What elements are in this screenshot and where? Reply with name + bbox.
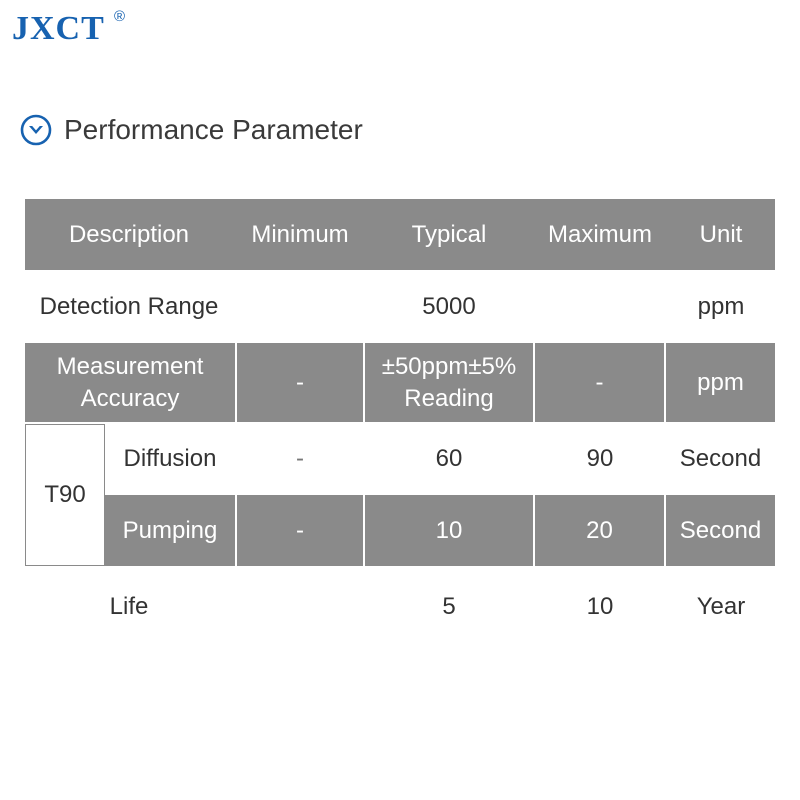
pumping-minimum: - (237, 495, 363, 566)
measurement-accuracy-minimum: - (237, 343, 363, 422)
measurement-accuracy-unit: ppm (666, 343, 775, 422)
diffusion-label: Diffusion (123, 445, 217, 472)
life-label: Life (109, 593, 149, 620)
header-description: Description (25, 199, 233, 270)
diffusion-unit: Second (679, 445, 762, 472)
diffusion-typical: 60 (435, 445, 463, 472)
header-unit: Unit (667, 199, 775, 270)
detection-range-label: Detection Range (39, 292, 219, 320)
t90-label: T90 (25, 424, 105, 566)
measurement-accuracy-typical-line1: ±50ppm±5% (381, 352, 517, 380)
registered-mark: ® (114, 8, 126, 25)
life-maximum: 10 (586, 593, 614, 620)
life-typical: 5 (442, 593, 456, 620)
diffusion-maximum: 90 (586, 445, 614, 472)
diffusion-minimum: - (296, 445, 304, 472)
brand-logo: JXCT (12, 10, 105, 47)
section-title: Performance Parameter (64, 114, 363, 145)
measurement-accuracy-label-line2: Accuracy (80, 384, 180, 412)
measurement-accuracy-maximum: - (535, 343, 664, 422)
section-heading (20, 110, 363, 150)
header-typical: Typical (365, 199, 533, 270)
chevron-down-circle-icon (20, 114, 52, 146)
detection-range-unit: ppm (697, 292, 745, 320)
measurement-accuracy-label (25, 343, 235, 422)
measurement-accuracy-label-line1: Measurement (56, 352, 204, 380)
pumping-maximum: 20 (535, 495, 664, 566)
life-unit: Year (696, 593, 746, 620)
pumping-label: Pumping (105, 495, 235, 566)
detection-range-typical: 5000 (422, 292, 476, 320)
pumping-unit: Second (666, 495, 775, 566)
header-maximum: Maximum (535, 199, 665, 270)
measurement-accuracy-typical-line2: Reading (404, 384, 494, 412)
measurement-accuracy-typical (365, 343, 533, 422)
pumping-typical: 10 (365, 495, 533, 566)
header-minimum: Minimum (235, 199, 365, 270)
